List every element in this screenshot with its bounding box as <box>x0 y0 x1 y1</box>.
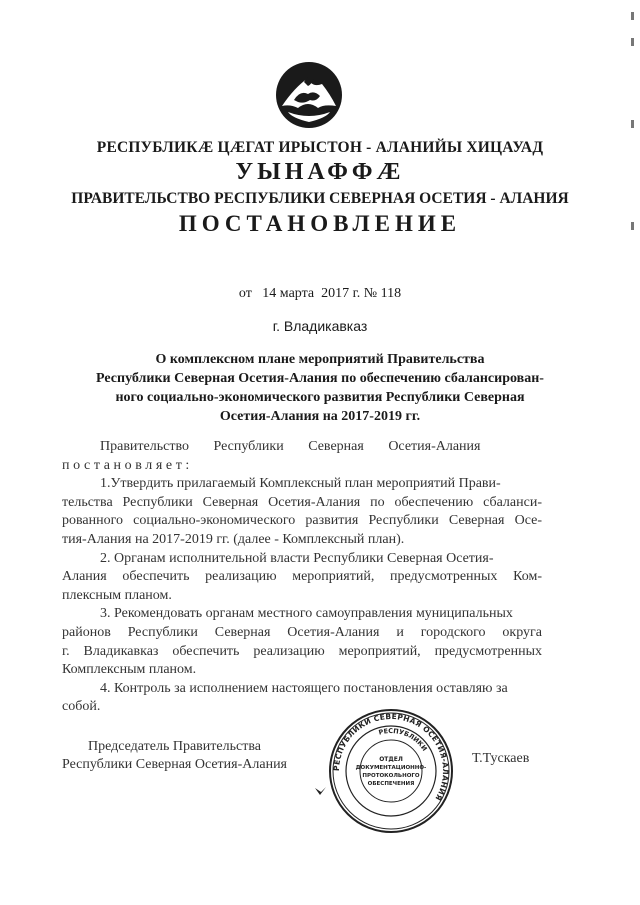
coat-of-arms-emblem-icon <box>274 60 344 130</box>
body-line: постановляет: <box>62 457 193 473</box>
official-seal-stamp-icon <box>326 706 456 836</box>
body-line: рованного социально-экономического развития Республики Северная Осе- <box>62 513 542 529</box>
scan-edge-mark <box>631 120 634 128</box>
signatory-title-line: Республики Северная Осетия-Алания <box>62 757 287 772</box>
subject-line: ного социально-экономического развития Республики Северная <box>115 390 525 405</box>
svg-text:ОБЕСПЕЧЕНИЯ: ОБЕСПЕЧЕНИЯ <box>367 781 415 787</box>
body-line: собой. <box>62 699 101 715</box>
scan-edge-mark <box>631 222 634 230</box>
body-line: тельства Республики Северная Осетия-Алания по обеспечению сбаланси- <box>62 494 542 510</box>
signatory-name: Т.Тускаев <box>472 751 530 766</box>
subject-line: Республики Северная Осетия-Алания по обеспечению сбалансирован- <box>96 371 544 386</box>
svg-text:ДОКУМЕНТАЦИОННО-: ДОКУМЕНТАЦИОННО- <box>355 765 427 771</box>
body-line: 2. Органам исполнительной власти Республики Северная Осетия- <box>100 550 494 566</box>
svg-text:ПРОТОКОЛЬНОГО: ПРОТОКОЛЬНОГО <box>362 773 420 779</box>
document-body <box>62 438 542 717</box>
signatory-title <box>62 738 307 774</box>
body-line: Алания обеспечить реализацию мероприятий, предусмотренных Ком- <box>62 569 542 585</box>
body-line: г. Владикавказ обеспечить реализацию мероприятий, предусмотренных <box>62 643 542 659</box>
svg-text:РЕСПУБЛИКИ: РЕСПУБЛИКИ <box>377 726 429 753</box>
body-line: 4. Контроль за исполнением настоящего постановления оставляю за <box>100 680 508 696</box>
header-decree-ossetian: УЫНАФФӔ <box>235 159 405 185</box>
header-government: ПРАВИТЕЛЬСТВО РЕСПУБЛИКИ СЕВЕРНАЯ ОСЕТИЯ - АЛАНИЯ <box>71 190 569 207</box>
body-line: 1.Утвердить прилагаемый Комплексный план мероприятий Прави- <box>100 476 501 492</box>
document-title: ПОСТАНОВЛЕНИЕ <box>178 211 462 236</box>
scan-edge-mark <box>631 12 634 20</box>
body-line: Правительство Республики Северная Осетия-Алания <box>100 439 481 454</box>
signature-mark-icon <box>314 786 328 796</box>
subject-line: О комплексном плане мероприятий Правительства <box>155 352 485 367</box>
subject-line: Осетия-Алания на 2017-2019 гг. <box>219 409 421 424</box>
document-city: г. Владикавказ <box>272 318 368 334</box>
body-line: тия-Алания на 2017-2019 гг. (далее - Комплексный план). <box>62 531 405 547</box>
header-republic-ossetian: РЕСПУБЛИКӔ ЦӔГАТ ИРЫСТОН - АЛАНИЙЫ ХИЦАУАД <box>96 139 544 156</box>
body-line: плексным планом. <box>62 587 172 603</box>
document-date-number: от 14 марта 2017 г. № 118 <box>238 286 402 301</box>
scan-edge-mark <box>631 38 634 46</box>
body-line: Комплексным планом. <box>62 662 197 678</box>
svg-text:РЕСПУБЛИКИ СЕВЕРНАЯ ОСЕТИЯ-АЛА: РЕСПУБЛИКИ СЕВЕРНАЯ ОСЕТИЯ-АЛАНИЯ <box>331 711 451 803</box>
body-line: 3. Рекомендовать органам местного самоуправления муниципальных <box>100 606 513 622</box>
body-line: районов Республики Северная Осетия-Алания и городского округа <box>62 624 542 640</box>
svg-text:ОТДЕЛ: ОТДЕЛ <box>379 756 403 763</box>
signatory-title-line: Председатель Правительства <box>88 739 261 754</box>
document-subject <box>60 350 580 426</box>
